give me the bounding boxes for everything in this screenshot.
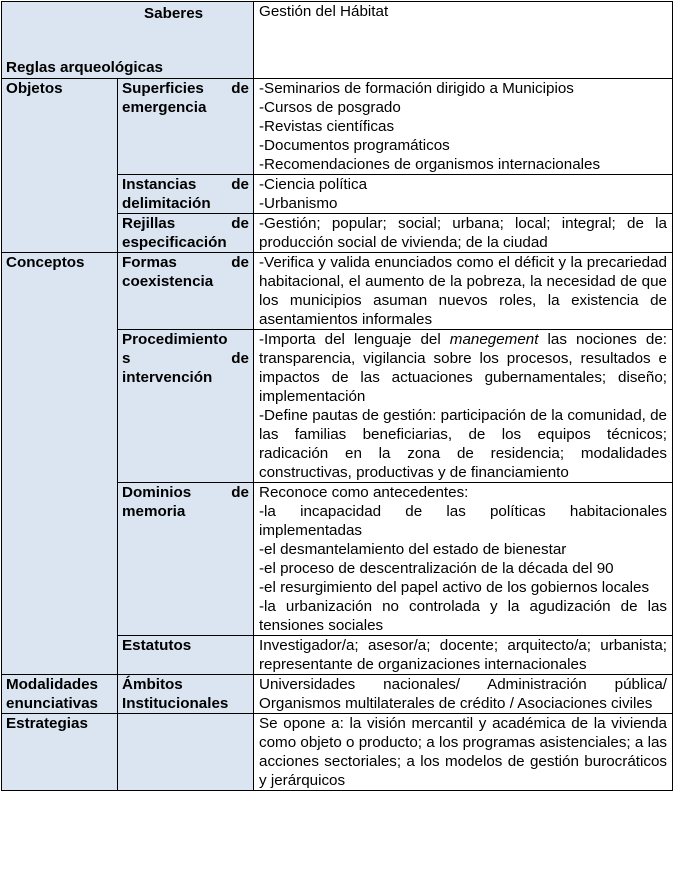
- reglas-heading: Reglas arqueológicas: [6, 59, 163, 76]
- archaeological-rules-table: [1, 1, 673, 791]
- ambitos-content: Universidades nacionales/ Administración pública/ Organismos multilaterales de crédito / Asociaciones civiles: [254, 675, 673, 714]
- instancias-label: Instancias de delimitación: [118, 175, 254, 214]
- header-row: [2, 2, 673, 79]
- table-row: [2, 79, 673, 175]
- dominios-content: [254, 483, 673, 636]
- list-item: -la urbanización no controlada y la agudización de las tensiones sociales: [259, 598, 667, 634]
- gestion-heading: Gestión del Hábitat: [254, 2, 673, 79]
- procedimientos-paragraph-1: -Importa del lenguaje del manegement las nociones de: transparencia, vigilancia sobre los procesos, resultados e impactos de las actuaciones gubernamentales; diseño; implementación: [259, 331, 667, 405]
- instancias-content: [254, 175, 673, 214]
- procedimientos-label: Procedimiento s de intervención: [118, 330, 254, 483]
- estatutos-content: Investigador/a; asesor/a; docente; arquitecto/a; urbanista; representante de organizaciones internacionales: [254, 636, 673, 675]
- estrategias-label: Estrategias: [2, 714, 118, 791]
- list-item: -Revistas científicas: [259, 118, 395, 135]
- list-item: -la incapacidad de las políticas habitacionales implementadas: [259, 503, 667, 539]
- list-item: -el resurgimiento del papel activo de los gobiernos locales: [259, 579, 650, 596]
- list-item: -el proceso de descentralización de la década del 90: [259, 560, 614, 577]
- list-item: -Cursos de posgrado: [259, 99, 401, 116]
- saberes-heading: Saberes: [144, 5, 204, 22]
- objetos-label: Objetos: [2, 79, 118, 253]
- header-cell: [2, 2, 254, 79]
- ambitos-label: Ámbitos Institucionales: [118, 675, 254, 714]
- list-item: -el desmantelamiento del estado de bienestar: [259, 541, 567, 558]
- superficies-content: [254, 79, 673, 175]
- superficies-label: Superficies de emergencia: [118, 79, 254, 175]
- estatutos-label: Estatutos: [118, 636, 254, 675]
- table-row: [2, 675, 673, 714]
- list-item: -Ciencia política: [259, 176, 368, 193]
- rejillas-content: -Gestión; popular; social; urbana; local; integral; de la producción social de vivienda; de la ciudad: [254, 214, 673, 253]
- table-row: [2, 253, 673, 330]
- conceptos-label: Conceptos: [2, 253, 118, 675]
- procedimientos-content: [254, 330, 673, 483]
- rejillas-label: Rejillas de especificación: [118, 214, 254, 253]
- list-item: -Seminarios de formación dirigido a Municipios: [259, 80, 574, 97]
- list-item: -Urbanismo: [259, 195, 338, 212]
- formas-label: Formas de coexistencia: [118, 253, 254, 330]
- procedimientos-paragraph-2: -Define pautas de gestión: participación de la comunidad, de las familias beneficiarias, de los equipos técnicos; radicación en la zona de residencia; modalidades constructivas, productivas y de financiamiento: [259, 407, 667, 481]
- dominios-label: Dominios de memoria: [118, 483, 254, 636]
- list-item: -Recomendaciones de organismos internacionales: [259, 156, 601, 173]
- modalidades-label: Modalidades enunciativas: [2, 675, 118, 714]
- table-row: [2, 714, 673, 791]
- estrategias-empty-cell: [118, 714, 254, 791]
- formas-content: -Verifica y valida enunciados como el déficit y la precariedad habitacional, el aumento de la pobreza, la necesidad de que los municipios asuman nuevos roles, la existencia de asentamientos informales: [254, 253, 673, 330]
- estrategias-content: Se opone a: la visión mercantil y académica de la vivienda como objeto o producto; a los programas asistenciales; a las acciones sectoriales; a los modelos de gestión burocráticos y jerárquicos: [254, 714, 673, 791]
- dominios-intro: Reconoce como antecedentes:: [259, 484, 469, 501]
- list-item: -Documentos programáticos: [259, 137, 450, 154]
